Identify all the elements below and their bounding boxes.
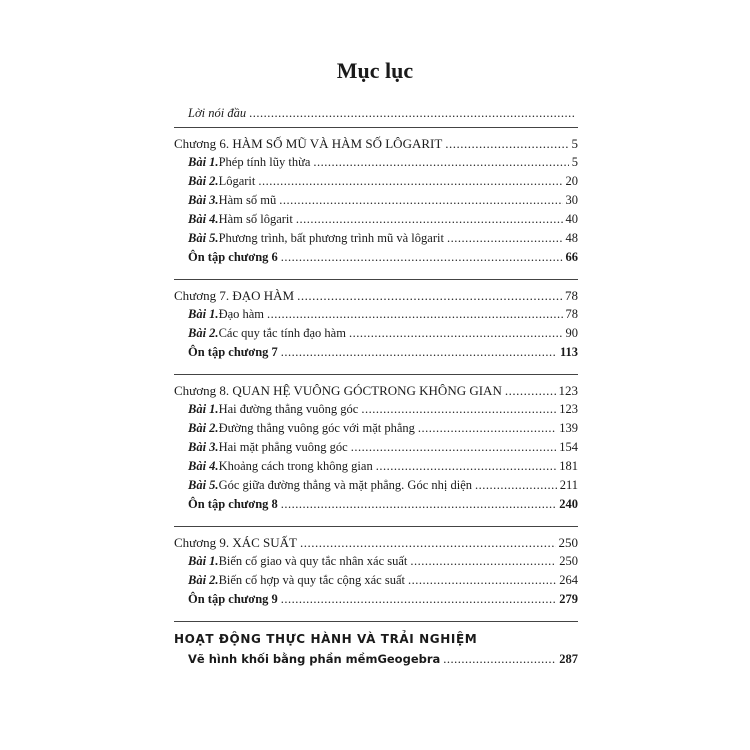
review-title: Ôn tập chương 7 [188, 345, 278, 359]
lesson-title: Phép tính lũy thừa [218, 155, 311, 169]
lesson-label: Bài 2. [188, 573, 219, 587]
leader-dots [258, 172, 562, 191]
toc-entry-chapter[interactable] [174, 134, 578, 153]
activities-heading: HOẠT ĐỘNG THỰC HÀNH VÀ TRẢI NGHIỆM [174, 632, 478, 646]
review-title: Ôn tập chương 8 [188, 497, 278, 511]
toc-entry-chapter[interactable] [174, 381, 578, 400]
divider [174, 609, 578, 622]
page-number: 123 [558, 383, 578, 398]
lesson-title: Hàm số lôgarit [218, 212, 293, 226]
leader-dots [281, 495, 556, 514]
lesson-label: Bài 2. [188, 174, 219, 188]
toc-entry-lesson[interactable] [174, 438, 578, 457]
page-number: 5 [571, 136, 578, 151]
leader-dots [281, 248, 563, 267]
chapter-title: Chương 9. XÁC SUẤT [174, 535, 297, 550]
leader-dots [418, 419, 556, 438]
page-number: 5 [571, 155, 578, 169]
toc-entry-lesson[interactable] [174, 552, 578, 571]
toc-entry-lesson[interactable] [174, 476, 578, 495]
page-number: 90 [565, 326, 578, 340]
leader-dots [279, 191, 562, 210]
toc-entry-review[interactable] [174, 343, 578, 362]
toc-entry-lesson[interactable] [174, 153, 578, 172]
divider [174, 123, 578, 128]
lesson-title: Hai đường thẳng vuông góc [218, 402, 359, 416]
page-number: 154 [559, 440, 578, 454]
lesson-title: Biến cố giao và quy tắc nhân xác suất [218, 554, 408, 568]
leader-dots [361, 400, 556, 419]
toc-entry-lesson[interactable] [174, 571, 578, 590]
page-number: 211 [559, 478, 578, 492]
lesson-label: Bài 3. [188, 440, 219, 454]
toc-entry-lesson[interactable] [174, 191, 578, 210]
toc-entry-lesson[interactable] [174, 419, 578, 438]
leader-dots [445, 134, 568, 153]
toc-entry-lesson[interactable] [174, 210, 578, 229]
page-number: 78 [565, 288, 578, 303]
page-number: 40 [565, 212, 578, 226]
lesson-label: Bài 1. [188, 155, 219, 169]
lesson-label: Bài 1. [188, 402, 219, 416]
page-number: 78 [565, 307, 578, 321]
lesson-title: Góc giữa đường thẳng và mặt phẳng. Góc nhị diện [218, 478, 472, 492]
review-title: Ôn tập chương 9 [188, 592, 278, 606]
page-number: 287 [559, 652, 578, 666]
toc-entry-activity[interactable] [174, 650, 578, 669]
lesson-title: Các quy tắc tính đạo hàm [218, 326, 346, 340]
lesson-title: Lôgarit [218, 174, 256, 188]
leader-dots [443, 650, 556, 669]
toc-entry-preface[interactable] [174, 104, 578, 123]
lesson-title: Biến cố hợp và quy tắc cộng xác suất [218, 573, 405, 587]
leader-dots [349, 324, 563, 343]
lesson-title: Hai mặt phẳng vuông góc [218, 440, 348, 454]
leader-dots [351, 438, 557, 457]
toc-entry-chapter[interactable] [174, 286, 578, 305]
page-number: 66 [565, 250, 578, 264]
preface-label: Lời nói đầu [188, 106, 247, 120]
leader-dots [281, 590, 556, 609]
page-number: 139 [559, 421, 578, 435]
review-title: Ôn tập chương 6 [188, 250, 278, 264]
chapter-title: Chương 7. ĐẠO HÀM [174, 288, 295, 303]
divider [174, 362, 578, 375]
divider [174, 514, 578, 527]
toc-entry-lesson[interactable] [174, 305, 578, 324]
lesson-label: Bài 5. [188, 231, 219, 245]
lesson-title: Phương trình, bất phương trình mũ và lôgarit [218, 231, 444, 245]
leader-dots [297, 286, 562, 305]
leader-dots [410, 552, 556, 571]
page-number: 48 [565, 231, 578, 245]
lesson-label: Bài 3. [188, 193, 219, 207]
leader-dots [281, 343, 557, 362]
leader-dots [296, 210, 563, 229]
leader-dots [300, 533, 556, 552]
leader-dots [505, 381, 556, 400]
toc-entry-lesson[interactable] [174, 172, 578, 191]
leader-dots [249, 104, 575, 123]
toc-entry-lesson[interactable] [174, 324, 578, 343]
page-number: 279 [559, 592, 578, 606]
lesson-title: Khoảng cách trong không gian [218, 459, 373, 473]
page-number: 181 [559, 459, 578, 473]
activities-heading-row [174, 628, 578, 650]
toc-entry-review[interactable] [174, 495, 578, 514]
leader-dots [408, 571, 556, 590]
chapter-title: Chương 6. HÀM SỐ MŨ VÀ HÀM SỐ LÔGARIT [174, 136, 443, 151]
lesson-label: Bài 2. [188, 326, 219, 340]
leader-dots [475, 476, 557, 495]
page-number: 240 [559, 497, 578, 511]
leader-dots [376, 457, 557, 476]
leader-dots [267, 305, 562, 324]
page-title: Mục lục [336, 58, 414, 83]
activity-title: Vẽ hình khối bằng phần mềmGeogebra [188, 652, 441, 666]
toc-entry-lesson[interactable] [174, 229, 578, 248]
lesson-label: Bài 5. [188, 478, 219, 492]
page-number: 20 [565, 174, 578, 188]
toc-entry-lesson[interactable] [174, 400, 578, 419]
leader-dots [447, 229, 563, 248]
lesson-title: Đường thẳng vuông góc với mặt phẳng [218, 421, 415, 435]
page-number: 30 [565, 193, 578, 207]
page-number: 123 [559, 402, 578, 416]
page-number: 250 [559, 554, 578, 568]
lesson-label: Bài 2. [188, 421, 219, 435]
divider [174, 267, 578, 280]
lesson-label: Bài 4. [188, 459, 219, 473]
toc-entry-chapter[interactable] [174, 533, 578, 552]
leader-dots [313, 153, 568, 172]
page-number: 264 [559, 573, 578, 587]
page-number: 113 [559, 345, 578, 359]
chapter-title: Chương 8. QUAN HỆ VUÔNG GÓCTRONG KHÔNG GIAN [174, 383, 502, 398]
toc-entry-review[interactable] [174, 590, 578, 609]
lesson-title: Đạo hàm [218, 307, 265, 321]
page-number: 250 [558, 535, 578, 550]
toc-entry-review[interactable] [174, 248, 578, 267]
table-of-contents [174, 104, 578, 669]
lesson-title: Hàm số mũ [218, 193, 277, 207]
toc-entry-lesson[interactable] [174, 457, 578, 476]
lesson-label: Bài 1. [188, 554, 219, 568]
lesson-label: Bài 4. [188, 212, 219, 226]
lesson-label: Bài 1. [188, 307, 219, 321]
